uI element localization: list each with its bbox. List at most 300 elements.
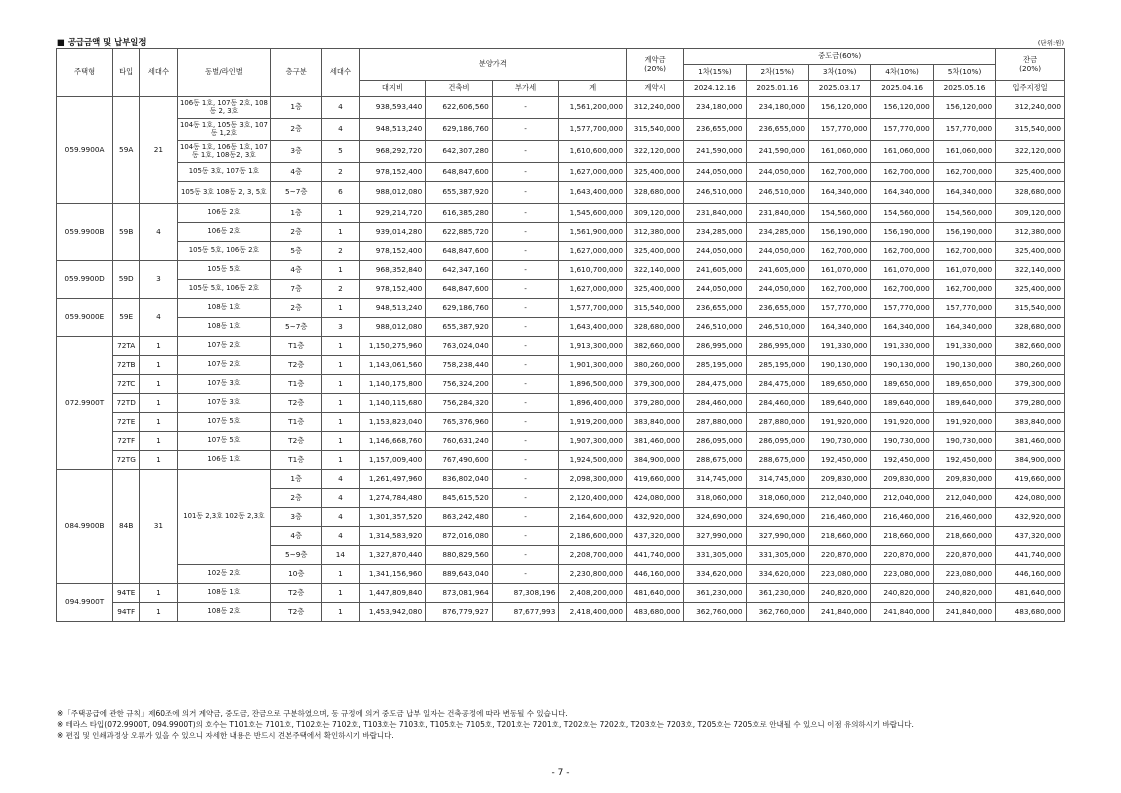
cell-bld: 655,387,920: [426, 318, 493, 337]
cell-m1: 318,060,000: [684, 489, 746, 508]
cell-dep: 441,740,000: [626, 546, 683, 565]
cell-tot: 1,627,000,000: [559, 163, 627, 182]
cell-t: 94TF: [113, 603, 140, 622]
cell-m5: 223,080,000: [933, 565, 995, 584]
cell-bal: 483,680,000: [996, 603, 1065, 622]
cell-bld: 760,631,240: [426, 432, 493, 451]
cell-dep: 325,400,000: [626, 242, 683, 261]
cell-fl: 7층: [271, 280, 322, 299]
cell-vat: -: [492, 280, 559, 299]
cell-m3: 162,700,000: [808, 280, 870, 299]
cell-bal: 309,120,000: [996, 204, 1065, 223]
cell-m3: 216,460,000: [808, 508, 870, 527]
cell-dep: 379,280,000: [626, 394, 683, 413]
header-land: 대지비: [359, 81, 426, 97]
header-d1: 2024.12.16: [684, 81, 746, 97]
cell-ht: 059.9900A: [57, 97, 113, 204]
cell-land: 1,157,009,400: [359, 451, 426, 470]
cell-fu: 4: [322, 97, 359, 119]
cell-m1: 244,050,000: [684, 242, 746, 261]
cell-t: 59E: [113, 299, 140, 337]
cell-tot: 1,643,400,000: [559, 318, 627, 337]
cell-dong: 106동 1호: [177, 451, 271, 470]
cell-dong: 106동 1호, 107동 2호, 108동 2, 3호: [177, 97, 271, 119]
cell-land: 1,261,497,960: [359, 470, 426, 489]
cell-land: 1,140,115,680: [359, 394, 426, 413]
header-total: 계: [559, 81, 627, 97]
cell-land: 1,301,357,520: [359, 508, 426, 527]
cell-m2: 284,475,000: [746, 375, 808, 394]
cell-tot: 1,610,600,000: [559, 141, 627, 163]
cell-dep: 384,900,000: [626, 451, 683, 470]
cell-bld: 756,324,200: [426, 375, 493, 394]
cell-dep: 315,540,000: [626, 299, 683, 318]
cell-fl: T2층: [271, 584, 322, 603]
cell-m3: 156,120,000: [808, 97, 870, 119]
cell-land: 1,327,870,440: [359, 546, 426, 565]
table-row: [57, 204, 1065, 223]
cell-dep: 312,380,000: [626, 223, 683, 242]
cell-tot: 1,545,600,000: [559, 204, 627, 223]
cell-tot: 1,577,700,000: [559, 119, 627, 141]
header-units: 세대수: [140, 49, 177, 97]
cell-bld: 758,238,440: [426, 356, 493, 375]
cell-m4: 220,870,000: [871, 546, 933, 565]
cell-fl: T1층: [271, 337, 322, 356]
cell-m4: 212,040,000: [871, 489, 933, 508]
cell-fl: 5~7층: [271, 318, 322, 337]
cell-fl: T1층: [271, 375, 322, 394]
cell-m3: 189,650,000: [808, 375, 870, 394]
cell-m5: 209,830,000: [933, 470, 995, 489]
cell-t: 72TG: [113, 451, 140, 470]
cell-tot: 1,896,400,000: [559, 394, 627, 413]
cell-land: 939,014,280: [359, 223, 426, 242]
cell-m5: 189,650,000: [933, 375, 995, 394]
cell-fu: 1: [322, 603, 359, 622]
cell-m1: 241,590,000: [684, 141, 746, 163]
header-type: 타입: [113, 49, 140, 97]
cell-tot: 2,408,200,000: [559, 584, 627, 603]
cell-fl: 4층: [271, 527, 322, 546]
cell-m4: 190,730,000: [871, 432, 933, 451]
cell-m2: 234,180,000: [746, 97, 808, 119]
header-building: 건축비: [426, 81, 493, 97]
cell-m2: 246,510,000: [746, 318, 808, 337]
cell-fu: 2: [322, 163, 359, 182]
cell-tot: 2,230,800,000: [559, 565, 627, 584]
header-middle-payment: 중도금(60%): [684, 49, 996, 65]
cell-m1: 234,180,000: [684, 97, 746, 119]
cell-m1: 361,230,000: [684, 584, 746, 603]
cell-fu: 1: [322, 375, 359, 394]
cell-ht: 072.9900T: [57, 337, 113, 470]
cell-dong: 108동 1호: [177, 299, 271, 318]
cell-t: 72TE: [113, 413, 140, 432]
cell-dep: 446,160,000: [626, 565, 683, 584]
cell-m3: 161,060,000: [808, 141, 870, 163]
header-vat: 부가세: [492, 81, 559, 97]
cell-m2: 231,840,000: [746, 204, 808, 223]
cell-tot: 1,913,300,000: [559, 337, 627, 356]
cell-m4: 162,700,000: [871, 242, 933, 261]
cell-dong: 105동 3호, 107동 1호: [177, 163, 271, 182]
cell-fu: 1: [322, 356, 359, 375]
cell-u: 4: [140, 299, 177, 337]
cell-bld: 863,242,480: [426, 508, 493, 527]
cell-vat: -: [492, 337, 559, 356]
cell-land: 938,593,440: [359, 97, 426, 119]
cell-m1: 244,050,000: [684, 163, 746, 182]
cell-m1: 246,510,000: [684, 182, 746, 204]
cell-m3: 192,450,000: [808, 451, 870, 470]
cell-tot: 1,924,500,000: [559, 451, 627, 470]
cell-dong: 107동 5호: [177, 432, 271, 451]
cell-fu: 4: [322, 470, 359, 489]
cell-m1: 234,285,000: [684, 223, 746, 242]
table-row: [57, 413, 1065, 432]
cell-vat: -: [492, 451, 559, 470]
cell-vat: -: [492, 97, 559, 119]
cell-u: 1: [140, 584, 177, 603]
cell-dep: 312,240,000: [626, 97, 683, 119]
cell-m4: 157,770,000: [871, 299, 933, 318]
cell-m2: 288,675,000: [746, 451, 808, 470]
cell-m4: 156,190,000: [871, 223, 933, 242]
table-row: [57, 470, 1065, 489]
cell-bal: 325,400,000: [996, 242, 1065, 261]
cell-bal: 380,260,000: [996, 356, 1065, 375]
cell-u: 3: [140, 261, 177, 299]
cell-bld: 756,284,320: [426, 394, 493, 413]
cell-m3: 157,770,000: [808, 119, 870, 141]
cell-fu: 14: [322, 546, 359, 565]
cell-bld: 616,385,280: [426, 204, 493, 223]
cell-vat: -: [492, 261, 559, 280]
table-row: [57, 584, 1065, 603]
cell-m5: 240,820,000: [933, 584, 995, 603]
cell-dong: 101동 2,3호 102동 2,3호: [177, 470, 271, 565]
cell-m2: 234,285,000: [746, 223, 808, 242]
cell-fl: 2층: [271, 223, 322, 242]
cell-dep: 322,120,000: [626, 141, 683, 163]
table-row: [57, 223, 1065, 242]
cell-m3: 241,840,000: [808, 603, 870, 622]
cell-bal: 315,540,000: [996, 119, 1065, 141]
cell-m4: 162,700,000: [871, 163, 933, 182]
cell-m3: 161,070,000: [808, 261, 870, 280]
cell-bal: 424,080,000: [996, 489, 1065, 508]
cell-m4: 191,920,000: [871, 413, 933, 432]
cell-ht: 059.9900B: [57, 204, 113, 261]
cell-fu: 1: [322, 337, 359, 356]
cell-m4: 209,830,000: [871, 470, 933, 489]
cell-bal: 312,240,000: [996, 97, 1065, 119]
cell-t: 84B: [113, 470, 140, 584]
cell-m4: 157,770,000: [871, 119, 933, 141]
header-balance: 잔금 (20%): [996, 49, 1065, 81]
cell-m3: 164,340,000: [808, 318, 870, 337]
cell-fu: 1: [322, 432, 359, 451]
cell-land: 968,292,720: [359, 141, 426, 163]
cell-vat: -: [492, 163, 559, 182]
cell-tot: 1,919,200,000: [559, 413, 627, 432]
cell-dep: 432,920,000: [626, 508, 683, 527]
cell-land: 1,143,061,560: [359, 356, 426, 375]
cell-m5: 164,340,000: [933, 182, 995, 204]
cell-fu: 4: [322, 119, 359, 141]
cell-tot: 2,208,700,000: [559, 546, 627, 565]
cell-dep: 379,300,000: [626, 375, 683, 394]
cell-dep: 383,840,000: [626, 413, 683, 432]
header-d3: 2025.03.17: [808, 81, 870, 97]
cell-m2: 314,745,000: [746, 470, 808, 489]
cell-bld: 629,186,760: [426, 119, 493, 141]
header-floor-units: 세대수: [322, 49, 359, 97]
cell-m2: 286,995,000: [746, 337, 808, 356]
cell-bal: 381,460,000: [996, 432, 1065, 451]
cell-m1: 236,655,000: [684, 299, 746, 318]
cell-bal: 437,320,000: [996, 527, 1065, 546]
cell-land: 988,012,080: [359, 182, 426, 204]
cell-m5: 157,770,000: [933, 119, 995, 141]
cell-m3: 191,920,000: [808, 413, 870, 432]
cell-m5: 162,700,000: [933, 163, 995, 182]
cell-tot: 1,610,700,000: [559, 261, 627, 280]
header-floor: 층구분: [271, 49, 322, 97]
cell-m4: 162,700,000: [871, 280, 933, 299]
header-m2: 2차(15%): [746, 65, 808, 81]
cell-tot: 2,120,400,000: [559, 489, 627, 508]
cell-land: 1,274,784,480: [359, 489, 426, 508]
cell-bal: 312,380,000: [996, 223, 1065, 242]
cell-vat: -: [492, 299, 559, 318]
cell-bal: 383,840,000: [996, 413, 1065, 432]
cell-fl: 5~7층: [271, 182, 322, 204]
cell-tot: 2,164,600,000: [559, 508, 627, 527]
cell-fl: T1층: [271, 451, 322, 470]
cell-bal: 441,740,000: [996, 546, 1065, 565]
cell-m4: 164,340,000: [871, 318, 933, 337]
cell-t: 59D: [113, 261, 140, 299]
cell-u: 21: [140, 97, 177, 204]
cell-m2: 331,305,000: [746, 546, 808, 565]
cell-m3: 240,820,000: [808, 584, 870, 603]
cell-fl: 10층: [271, 565, 322, 584]
cell-dong: 107동 3호: [177, 375, 271, 394]
cell-m5: 162,700,000: [933, 242, 995, 261]
cell-m5: 212,040,000: [933, 489, 995, 508]
table-row: [57, 280, 1065, 299]
cell-u: 1: [140, 375, 177, 394]
cell-m3: 156,190,000: [808, 223, 870, 242]
cell-m1: 284,475,000: [684, 375, 746, 394]
cell-bld: 873,081,964: [426, 584, 493, 603]
cell-u: 1: [140, 337, 177, 356]
table-row: [57, 97, 1065, 119]
cell-m2: 244,050,000: [746, 280, 808, 299]
header-m4: 4차(10%): [871, 65, 933, 81]
cell-dong: 107동 2호: [177, 337, 271, 356]
cell-m1: 287,880,000: [684, 413, 746, 432]
cell-fu: 1: [322, 451, 359, 470]
cell-dong: 107동 3호: [177, 394, 271, 413]
cell-bal: 446,160,000: [996, 565, 1065, 584]
cell-dong: 106동 2호: [177, 204, 271, 223]
cell-bal: 328,680,000: [996, 318, 1065, 337]
cell-vat: -: [492, 223, 559, 242]
cell-m1: 331,305,000: [684, 546, 746, 565]
cell-m5: 154,560,000: [933, 204, 995, 223]
cell-vat: -: [492, 242, 559, 261]
cell-bld: 648,847,600: [426, 163, 493, 182]
cell-bal: 432,920,000: [996, 508, 1065, 527]
cell-vat: 87,308,196: [492, 584, 559, 603]
cell-bal: 325,400,000: [996, 163, 1065, 182]
cell-m4: 189,650,000: [871, 375, 933, 394]
cell-fl: 3층: [271, 141, 322, 163]
cell-dong: 108동 2호: [177, 603, 271, 622]
cell-land: 1,314,583,920: [359, 527, 426, 546]
cell-vat: 87,677,993: [492, 603, 559, 622]
cell-dong: 108동 1호: [177, 584, 271, 603]
cell-ht: 084.9900B: [57, 470, 113, 584]
cell-m4: 190,130,000: [871, 356, 933, 375]
cell-fl: 5층: [271, 242, 322, 261]
page-number: - 7 -: [551, 768, 570, 778]
cell-fl: T2층: [271, 603, 322, 622]
cell-m5: 157,770,000: [933, 299, 995, 318]
cell-dong: 106동 2호: [177, 223, 271, 242]
table-row: [57, 451, 1065, 470]
header-d2: 2025.01.16: [746, 81, 808, 97]
cell-bld: 845,615,520: [426, 489, 493, 508]
header-d4: 2025.04.16: [871, 81, 933, 97]
table-row: [57, 603, 1065, 622]
cell-dep: 483,680,000: [626, 603, 683, 622]
cell-land: 968,352,840: [359, 261, 426, 280]
cell-m2: 244,050,000: [746, 242, 808, 261]
cell-m4: 189,640,000: [871, 394, 933, 413]
cell-m2: 241,605,000: [746, 261, 808, 280]
cell-m1: 286,095,000: [684, 432, 746, 451]
cell-fu: 2: [322, 280, 359, 299]
cell-u: 31: [140, 470, 177, 584]
cell-m3: 190,730,000: [808, 432, 870, 451]
cell-fu: 3: [322, 318, 359, 337]
cell-dong: 104동 1호, 105동 3호, 107동 1,2호: [177, 119, 271, 141]
cell-fu: 1: [322, 584, 359, 603]
cell-m4: 192,450,000: [871, 451, 933, 470]
cell-bal: 328,680,000: [996, 182, 1065, 204]
cell-dep: 419,660,000: [626, 470, 683, 489]
table-row: [57, 299, 1065, 318]
cell-tot: 2,418,400,000: [559, 603, 627, 622]
cell-bal: 481,640,000: [996, 584, 1065, 603]
cell-bld: 880,829,560: [426, 546, 493, 565]
cell-dong: 105동 5호: [177, 261, 271, 280]
header-m3: 3차(10%): [808, 65, 870, 81]
unit-label: (단위:원): [1037, 39, 1064, 47]
cell-dong: 105동 5호, 106동 2호: [177, 280, 271, 299]
cell-vat: -: [492, 565, 559, 584]
cell-land: 978,152,400: [359, 242, 426, 261]
cell-bal: 382,660,000: [996, 337, 1065, 356]
cell-fl: 2층: [271, 119, 322, 141]
note-1: ※「주택공급에 관한 규칙」제60조에 의거 계약금, 중도금, 잔금으로 구분하였으며, 동 규정에 의거 중도금 납부 일자는 건축공정에 따라 변동될 수 있습니다.: [57, 709, 568, 718]
cell-vat: -: [492, 141, 559, 163]
cell-m5: 191,920,000: [933, 413, 995, 432]
cell-vat: -: [492, 470, 559, 489]
cell-m4: 191,330,000: [871, 337, 933, 356]
cell-bld: 876,779,927: [426, 603, 493, 622]
cell-m2: 286,095,000: [746, 432, 808, 451]
cell-m1: 236,655,000: [684, 119, 746, 141]
cell-bld: 648,847,600: [426, 280, 493, 299]
cell-m4: 241,840,000: [871, 603, 933, 622]
cell-m4: 164,340,000: [871, 182, 933, 204]
cell-bld: 767,490,600: [426, 451, 493, 470]
section-title: ■ 공급금액 및 납부일정: [57, 37, 147, 47]
cell-bld: 642,347,160: [426, 261, 493, 280]
cell-vat: -: [492, 489, 559, 508]
cell-vat: -: [492, 375, 559, 394]
cell-fu: 1: [322, 394, 359, 413]
cell-m5: 220,870,000: [933, 546, 995, 565]
cell-m1: 286,995,000: [684, 337, 746, 356]
cell-m5: 162,700,000: [933, 280, 995, 299]
table-row: [57, 394, 1065, 413]
cell-m5: 164,340,000: [933, 318, 995, 337]
cell-dong: 102동 2호: [177, 565, 271, 584]
cell-m1: 288,675,000: [684, 451, 746, 470]
cell-tot: 1,627,000,000: [559, 280, 627, 299]
cell-bal: 322,140,000: [996, 261, 1065, 280]
cell-fu: 1: [322, 413, 359, 432]
cell-t: 59B: [113, 204, 140, 261]
cell-bal: 322,120,000: [996, 141, 1065, 163]
cell-fl: 2층: [271, 299, 322, 318]
cell-m2: 236,655,000: [746, 299, 808, 318]
cell-dong: 107동 5호: [177, 413, 271, 432]
cell-land: 1,453,942,080: [359, 603, 426, 622]
cell-tot: 1,907,300,000: [559, 432, 627, 451]
cell-bld: 836,802,040: [426, 470, 493, 489]
cell-fu: 1: [322, 261, 359, 280]
cell-fl: T2층: [271, 432, 322, 451]
cell-m5: 156,190,000: [933, 223, 995, 242]
cell-bld: 622,606,560: [426, 97, 493, 119]
header-deposit-when: 계약시: [626, 81, 683, 97]
cell-dong: 105동 3호 108동 2, 3, 5호: [177, 182, 271, 204]
cell-vat: -: [492, 546, 559, 565]
cell-m3: 162,700,000: [808, 163, 870, 182]
cell-m2: 246,510,000: [746, 182, 808, 204]
cell-u: 1: [140, 603, 177, 622]
cell-land: 1,140,175,800: [359, 375, 426, 394]
cell-t: 72TD: [113, 394, 140, 413]
cell-land: 1,146,668,760: [359, 432, 426, 451]
cell-vat: -: [492, 119, 559, 141]
cell-dong: 104동 1호, 106동 1호, 107동 1호, 108동2, 3호: [177, 141, 271, 163]
cell-bld: 648,847,600: [426, 242, 493, 261]
cell-m3: 223,080,000: [808, 565, 870, 584]
table-row: [57, 565, 1065, 584]
table-row: [57, 163, 1065, 182]
cell-bal: 419,660,000: [996, 470, 1065, 489]
cell-fu: 4: [322, 527, 359, 546]
cell-dep: 315,540,000: [626, 119, 683, 141]
